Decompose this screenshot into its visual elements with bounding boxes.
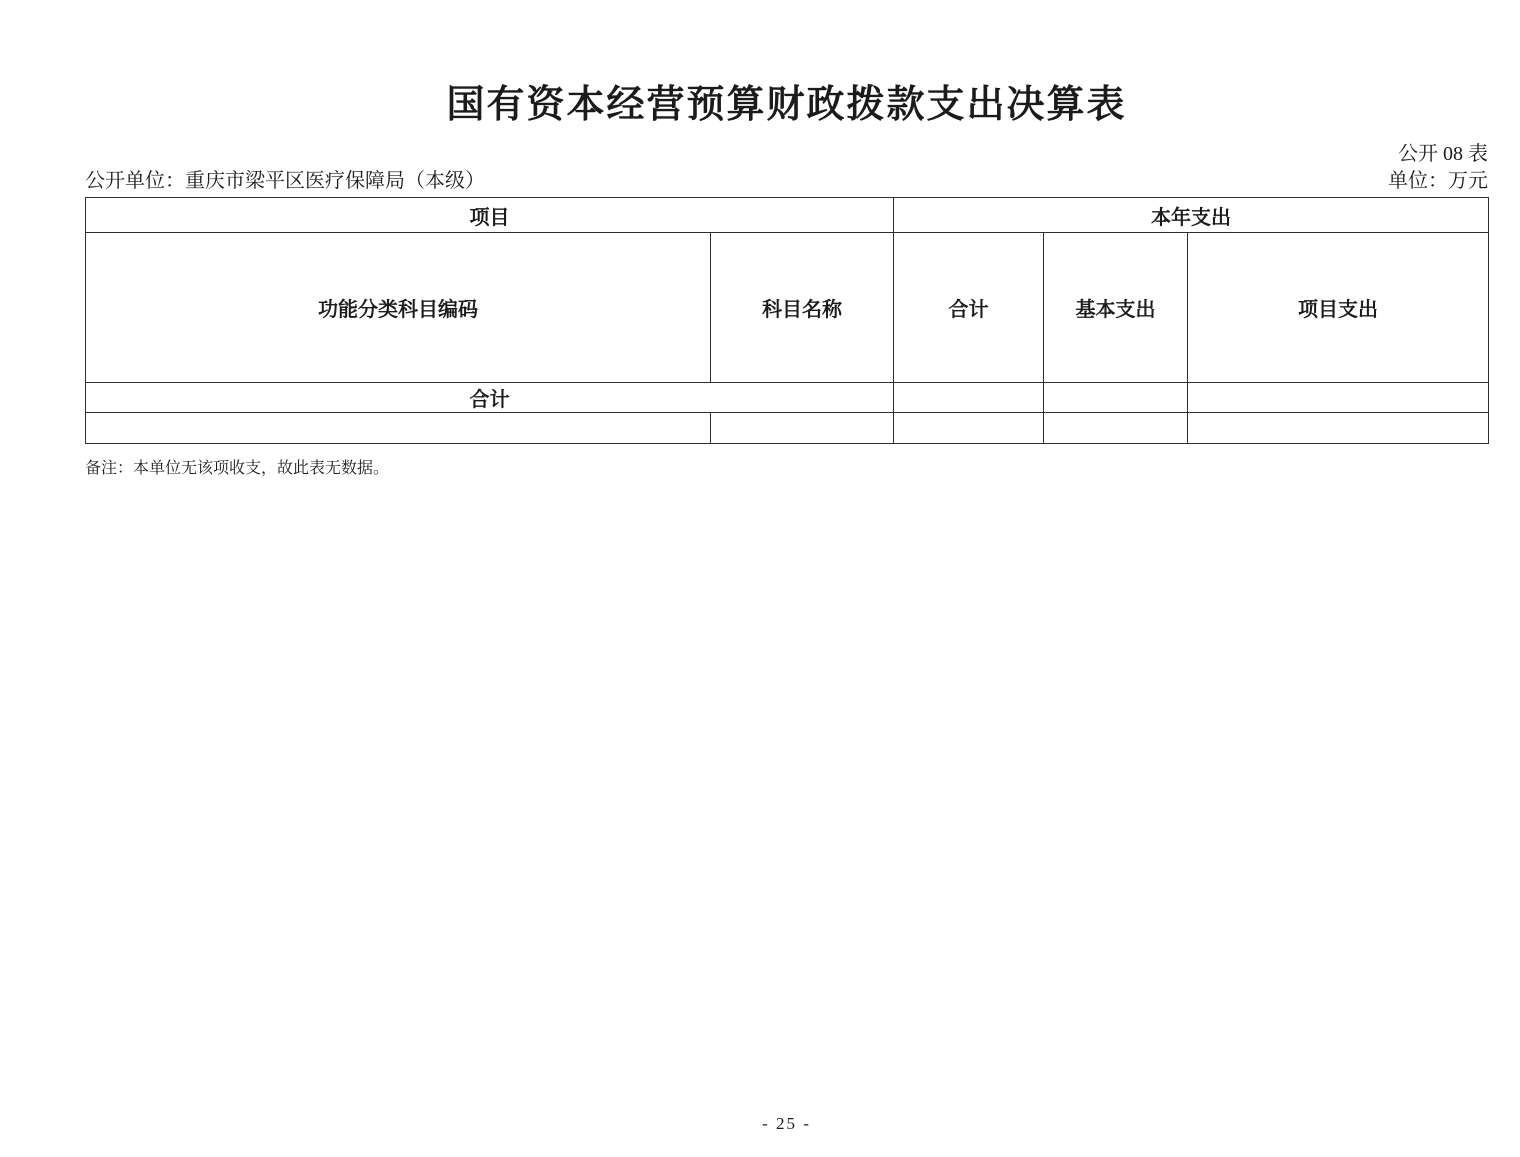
page-number: - 25 - xyxy=(762,1114,811,1133)
total-row-label: 合计 xyxy=(86,383,894,413)
page-title: 国有资本经营预算财政拨款支出决算表 xyxy=(446,84,1127,126)
empty-row-basic-cell xyxy=(1044,413,1188,444)
total-row-project-cell xyxy=(1188,383,1489,413)
table-group-header-row xyxy=(86,198,1489,233)
col-header-total: 合计 xyxy=(894,233,1044,383)
currency-unit-label: 单位：万元 xyxy=(1388,170,1488,192)
publisher-label: 公开单位：重庆市梁平区医疗保障局（本级） xyxy=(85,170,485,192)
col-header-basic-expenditure: 基本支出 xyxy=(1044,233,1188,383)
table-empty-row xyxy=(86,413,1489,444)
group-header-project: 项目 xyxy=(86,198,894,233)
meta-row xyxy=(85,169,1488,194)
col-header-function-code: 功能分类科目编码 xyxy=(86,233,711,383)
total-row-basic-cell xyxy=(1044,383,1188,413)
table-column-header-row xyxy=(86,233,1489,383)
empty-row-project-cell xyxy=(1188,413,1489,444)
note-text: 备注：本单位无该项收支，故此表无数据。 xyxy=(85,460,390,477)
budget-table xyxy=(85,197,1489,444)
total-row-total-cell xyxy=(894,383,1044,413)
empty-row-code-cell xyxy=(86,413,711,444)
col-header-subject-name: 科目名称 xyxy=(711,233,894,383)
table-total-row xyxy=(86,383,1489,413)
document-page xyxy=(85,83,1488,479)
table-code-label: 公开 08 表 xyxy=(1398,143,1488,165)
col-header-project-expenditure: 项目支出 xyxy=(1188,233,1489,383)
group-header-current-year-expenditure: 本年支出 xyxy=(894,198,1489,233)
empty-row-name-cell xyxy=(711,413,894,444)
empty-row-total-cell xyxy=(894,413,1044,444)
